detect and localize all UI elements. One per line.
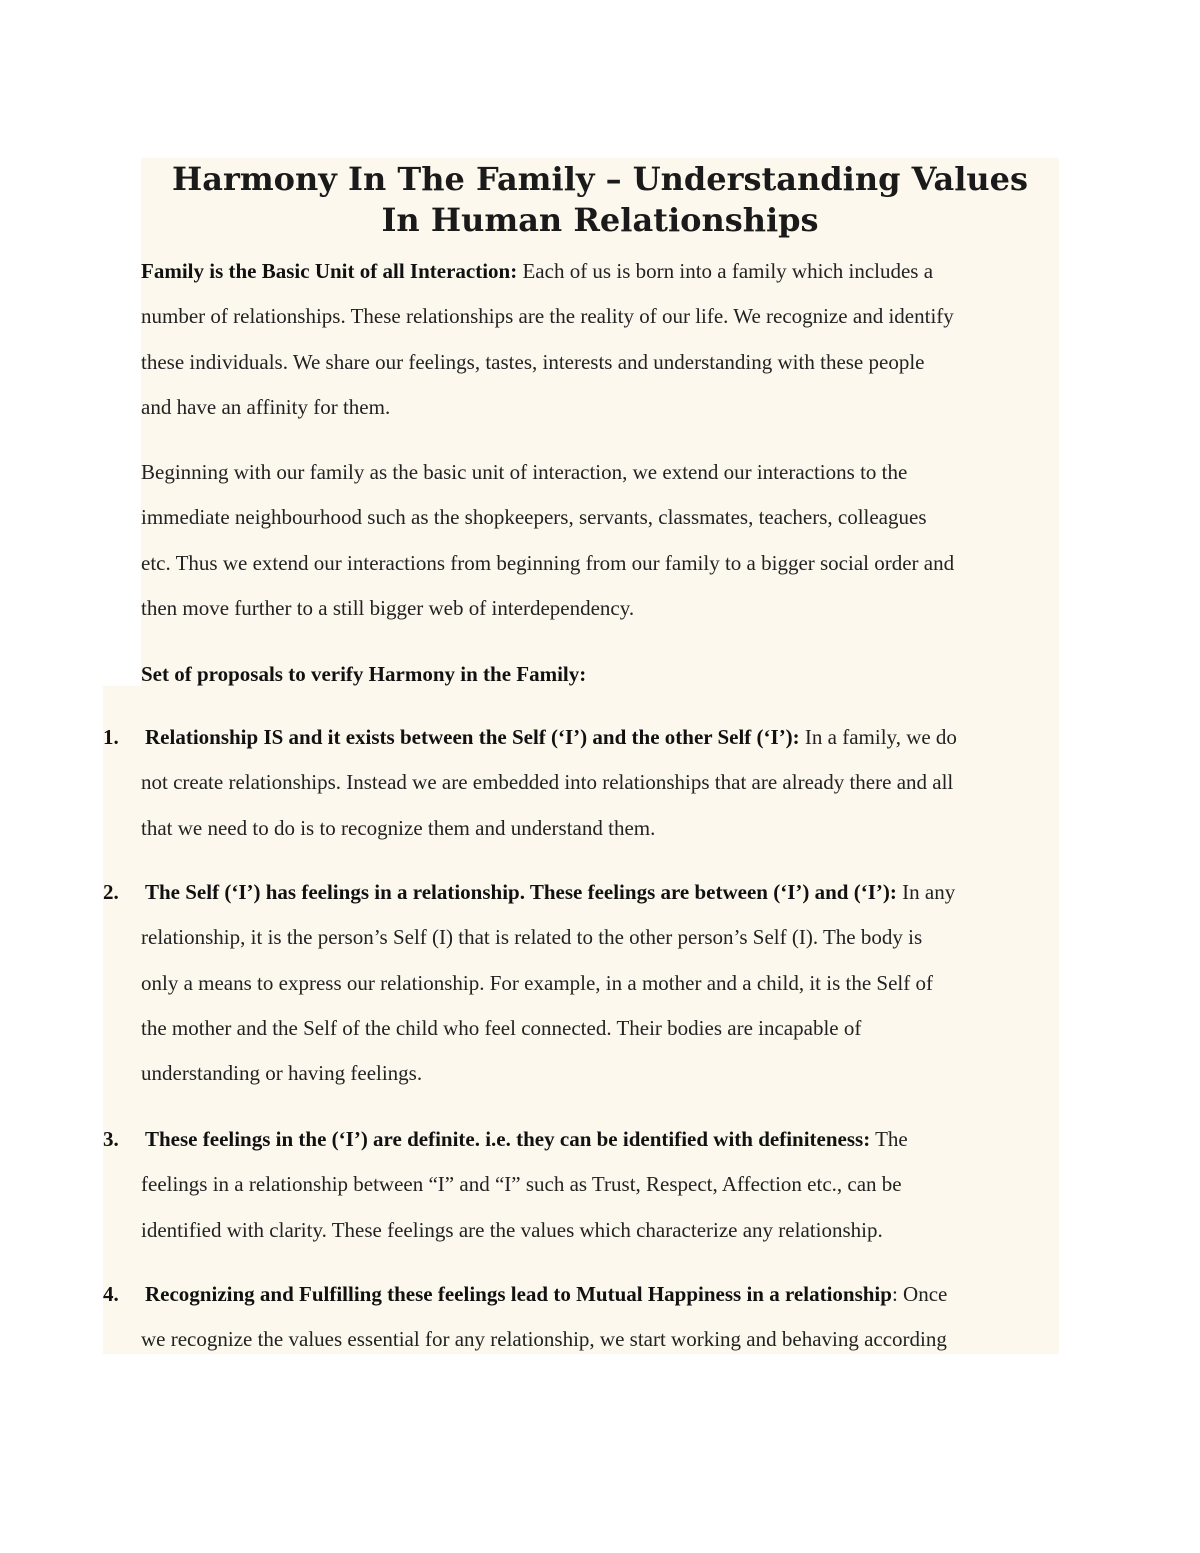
proposal-body [141,870,1059,1096]
paragraph-interactions [141,450,1059,631]
proposal-first-line-rest: : Once [891,1282,948,1306]
paragraph2-line-3: etc. Thus we extend our interactions from beginning from our family to a bigger social order and [141,550,955,575]
proposal-body [141,1272,1059,1363]
proposal-line: only a means to express our relationship. For example, in a mother and a child, it is the Self of [141,970,933,995]
proposal-first-line [145,715,1059,760]
proposal-line: identified with clarity. These feelings are the values which characterize any relationship. [141,1217,883,1242]
proposal-first-line-rest: The [870,1127,908,1151]
intro-line-1 [141,249,1059,294]
proposal-line: we recognize the values essential for any relationship, we start working and behaving according [141,1327,947,1352]
proposal-line: feelings in a relationship between “I” and “I” such as Trust, Respect, Affection etc., can be [141,1172,902,1197]
proposal-lead: Recognizing and Fulfilling these feelings lead to Mutual Happiness in a relationship [145,1282,892,1306]
proposal-first-line-rest: In any [896,880,956,904]
proposal-first-line [145,1117,1059,1162]
intro-paragraph [141,249,1059,430]
proposal-line: relationship, it is the person’s Self (I) that is related to the other person’s Self (I). The body is [141,925,923,950]
paragraph2-line-4: then move further to a still bigger web of interdependency. [141,595,635,620]
intro-line-2: number of relationships. These relationships are the reality of our life. We recognize and identify [141,304,954,329]
proposal-line: not create relationships. Instead we are embedded into relationships that are already there and all [141,770,954,795]
proposal-number: 3. [103,1127,119,1151]
proposal-line: the mother and the Self of the child who feel connected. Their bodies are incapable of [141,1015,862,1040]
title-line-2: In Human Relationships [381,201,819,239]
proposal-number: 4. [103,1282,119,1306]
proposal-line: understanding or having feelings. [141,1061,423,1086]
proposal-first-line [145,870,1059,915]
intro-line-1-rest: Each of us is born into a family which includes a [517,259,934,283]
proposal-line: that we need to do is to recognize them and understand them. [141,815,656,840]
document-title [141,158,1059,241]
proposal-number: 1. [103,725,119,749]
proposal-lead: Relationship IS and it exists between the Self (‘I’) and the other Self (‘I’): [145,725,800,749]
intro-line-4: and have an affinity for them. [141,394,391,419]
proposal-first-line-rest: In a family, we do [799,725,957,749]
paragraph2-line-2: immediate neighbourhood such as the shopkeepers, servants, classmates, teachers, colleagues [141,505,927,530]
paragraph2-line-1: Beginning with our family as the basic unit of interaction, we extend our interactions to the [141,460,908,484]
intro-lead: Family is the Basic Unit of all Interaction: [141,259,518,283]
intro-line-3: these individuals. We share our feelings, tastes, interests and understanding with these people [141,349,925,374]
proposal-body [141,715,1059,851]
proposal-lead: The Self (‘I’) has feelings in a relationship. These feelings are between (‘I’) and (‘I’): [145,880,897,904]
proposal-body [141,1117,1059,1253]
proposal-lead: These feelings in the (‘I’) are definite. i.e. they can be identified with definiteness: [145,1127,871,1151]
proposals-heading: Set of proposals to verify Harmony in the Family: [141,662,587,686]
proposal-first-line [145,1272,1059,1317]
proposal-number: 2. [103,880,119,904]
title-line-1: Harmony In The Family – Understanding Values [171,160,1029,198]
